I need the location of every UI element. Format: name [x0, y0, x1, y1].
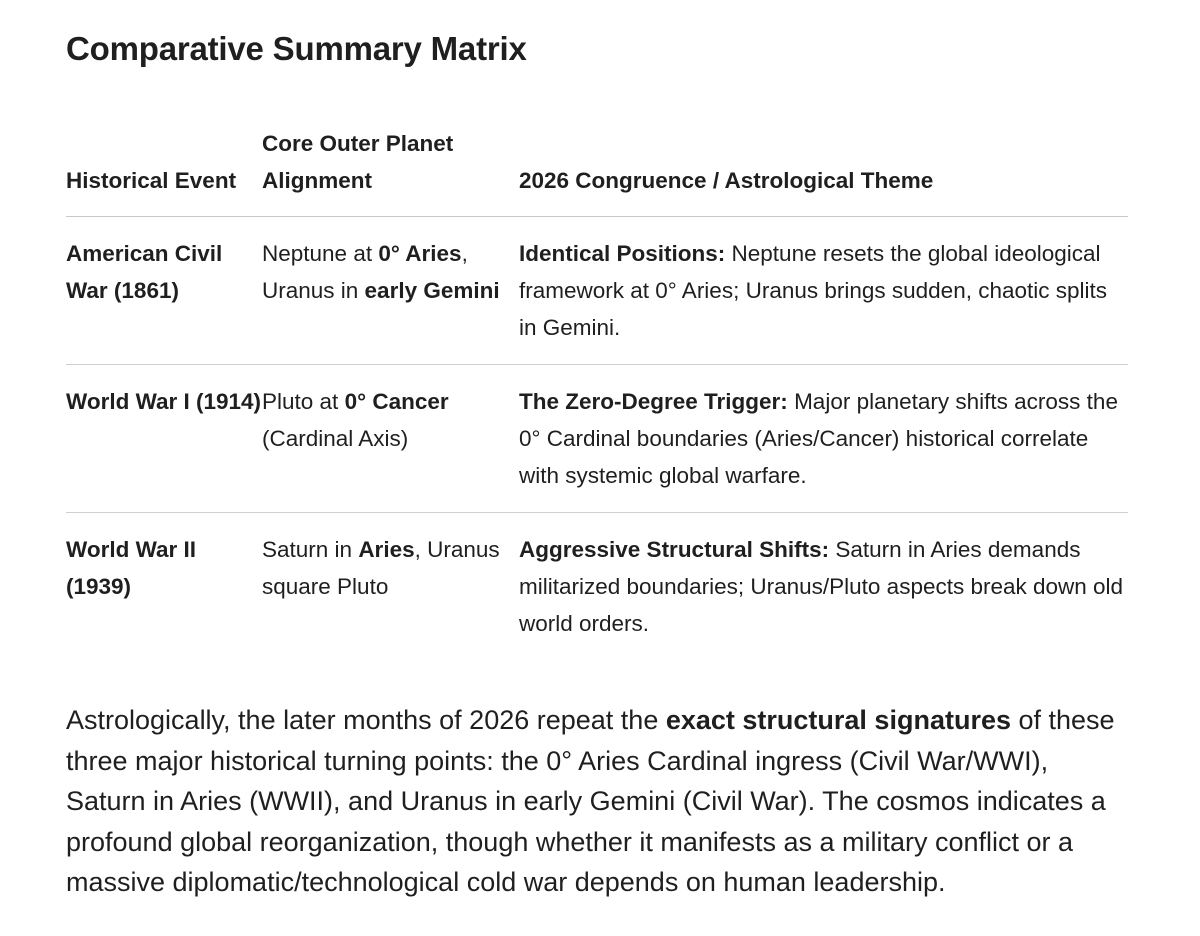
table-row — [66, 365, 1128, 513]
summary-emphasis: exact structural signatures — [665, 705, 1011, 735]
theme-heading: Identical Positions: — [519, 241, 726, 266]
event-cell: World War II (1939) — [66, 537, 197, 599]
alignment-text: , Uranus square Pluto — [262, 537, 500, 599]
header-2026-congruence: 2026 Congruence / Astrological Theme — [519, 125, 1128, 217]
document-page — [66, 28, 1128, 930]
alignment-cell — [262, 513, 519, 661]
alignment-text: Saturn in — [262, 537, 359, 562]
alignment-text: , Uranus in — [262, 241, 468, 303]
alignment-text: Neptune at — [262, 241, 379, 266]
alignment-bold: 0° Aries — [378, 241, 462, 266]
event-cell: American Civil War (1861) — [66, 217, 262, 365]
summary-text: Astrologically, the later months of 2026 repeat the — [66, 705, 666, 735]
alignment-text: (Cardinal Axis) — [262, 426, 409, 451]
header-historical-event: Historical Event — [66, 125, 262, 217]
table-row — [66, 513, 1128, 661]
alignment-cell — [262, 217, 519, 365]
comparative-summary-table — [66, 125, 1128, 660]
section-title: Comparative Summary Matrix — [66, 30, 527, 67]
theme-cell — [519, 513, 1128, 661]
theme-text: Major planetary shifts across the 0° Cardinal boundaries (Aries/Cancer) historical correlate with systemic global warfare. — [519, 389, 1118, 488]
alignment-bold: 0° Cancer — [344, 389, 449, 414]
alignment-bold: Aries — [358, 537, 415, 562]
alignment-bold: early Gemini — [364, 278, 500, 303]
theme-heading: Aggressive Structural Shifts: — [519, 537, 830, 562]
theme-text: Saturn in Aries demands militarized boundaries; Uranus/Pluto aspects break down old world orders. — [519, 537, 1124, 636]
event-cell: World War I (1914) — [66, 365, 262, 513]
alignment-text: Pluto at — [262, 389, 345, 414]
summary-text: of these three major historical turning points: the 0° Aries Cardinal ingress (Civil War/WWI), Saturn in Aries (WWII), and Uranus in early Gemini (Civil War). The cosmos indicates a profound global reorganization, though whether it manifests as a military conflict or a massive diplomatic/technological cold war depends on human leadership. — [66, 705, 1115, 897]
theme-heading: The Zero-Degree Trigger: — [519, 389, 788, 414]
summary-paragraph — [66, 700, 1128, 903]
alignment-cell — [262, 365, 519, 513]
theme-cell — [519, 365, 1128, 513]
table-row — [66, 217, 1128, 365]
theme-cell — [519, 217, 1128, 365]
theme-text: Neptune resets the global ideological framework at 0° Aries; Uranus brings sudden, chaotic splits in Gemini. — [519, 241, 1108, 340]
table-header-row — [66, 125, 1128, 217]
header-core-outer-planet-alignment: Core Outer Planet Alignment — [262, 125, 519, 217]
